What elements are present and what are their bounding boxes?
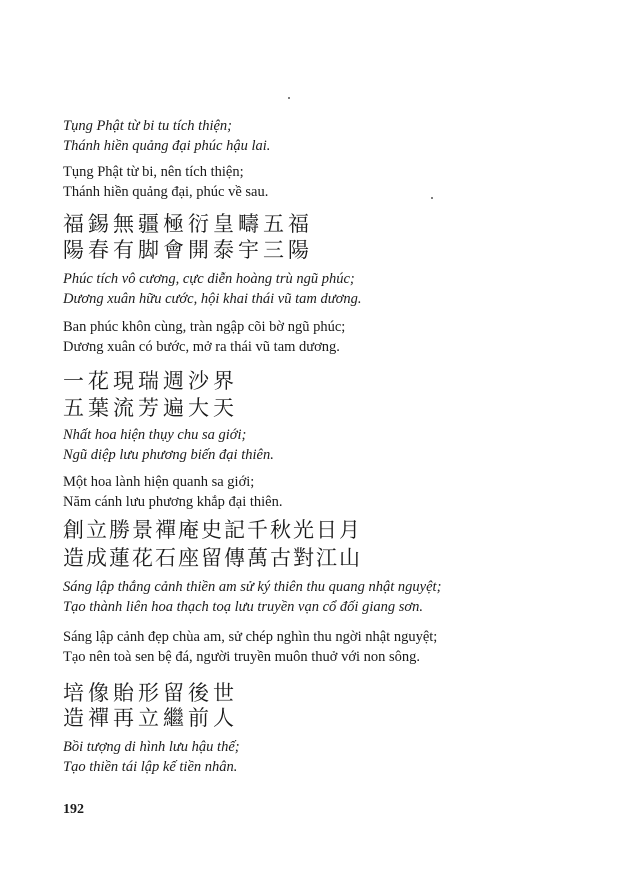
transliteration-line: Tụng Phật từ bi tu tích thiện;: [63, 118, 233, 134]
scan-speck: [288, 97, 290, 99]
transliteration-line: Nhất hoa hiện thụy chu sa giới;: [63, 427, 247, 443]
translation-line: Sáng lập cảnh đẹp chùa am, sử chép nghìn thu ngời nhật nguyệt;: [63, 629, 438, 645]
translation-line: Dương xuân có bước, mở ra thái vũ tam dương.: [63, 339, 340, 355]
hanzi-line: 培像貽形留後世: [63, 681, 238, 705]
translation-line: Tụng Phật từ bi, nên tích thiện;: [63, 164, 244, 180]
scan-speck: [431, 197, 433, 199]
translation-line: Thánh hiền quảng đại, phúc về sau.: [63, 184, 269, 200]
transliteration-line: Dương xuân hữu cước, hội khai thái vũ tam dương.: [63, 291, 362, 307]
hanzi-line: 陽春有脚會開泰宇三陽: [63, 238, 313, 262]
transliteration-line: Sáng lập thắng cảnh thiền am sử ký thiên thu quang nhật nguyệt;: [63, 579, 442, 595]
hanzi-line: 五葉流芳遍大天: [63, 396, 238, 420]
translation-line: Một hoa lành hiện quanh sa giới;: [63, 474, 255, 490]
hanzi-line: 福錫無疆極衍皇疇五福: [63, 212, 313, 236]
hanzi-line: 造成蓮花石座留傳萬古對江山: [63, 546, 362, 570]
hanzi-line: 造禪再立繼前人: [63, 706, 238, 730]
page-number: 192: [63, 802, 84, 817]
translation-line: Tạo nên toà sen bệ đá, người truyền muôn thuở với non sông.: [63, 649, 421, 665]
translation-line: Ban phúc khôn cùng, tràn ngập cõi bờ ngũ phúc;: [63, 319, 346, 335]
hanzi-line: 一花現瑞週沙界: [63, 369, 238, 393]
transliteration-line: Tạo thành liên hoa thạch toạ lưu truyền vạn cổ đối giang sơn.: [63, 599, 423, 615]
transliteration-line: Ngũ diệp lưu phương biến đại thiên.: [63, 447, 274, 463]
transliteration-line: Phúc tích vô cương, cực diễn hoàng trù ngũ phúc;: [63, 271, 355, 287]
hanzi-line: 創立勝景禪庵史記千秋光日月: [63, 518, 362, 542]
transliteration-line: Thánh hiền quảng đại phúc hậu lai.: [63, 138, 271, 154]
translation-line: Năm cánh lưu phương khắp đại thiên.: [63, 494, 283, 510]
transliteration-line: Bồi tượng di hình lưu hậu thế;: [63, 739, 240, 755]
transliteration-line: Tạo thiền tái lập kế tiền nhân.: [63, 759, 238, 775]
